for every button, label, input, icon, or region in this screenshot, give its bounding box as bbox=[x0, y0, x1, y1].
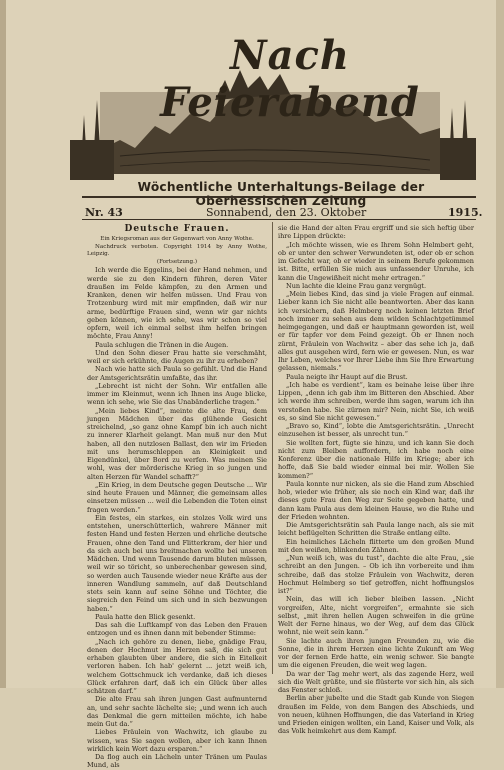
paragraph: „Ein Krieg, in dem Deutsche gegen Deutsche ... Wir sind heute Frauen und Männer, die gemeinsam alles einsetzen müssen ... weil die Lebenden die Toten einst fragen werden.“ bbox=[87, 480, 267, 514]
masthead-title: Nach Feierabend bbox=[160, 32, 420, 126]
masthead-rule-top bbox=[82, 196, 476, 198]
paragraph: „Bravo so, Kind“, lobte die Amtsgerichtsrätin. „Unrecht einzusehen ist besser, als unrecht tun.“ bbox=[278, 422, 474, 439]
page-right-edge bbox=[496, 0, 504, 688]
paragraph: „Mein liebes Kind, das sind ja viele Fragen auf einmal. Lieber kann ich Sie nicht alle beantworten. Aber das kann ich versichern, daß Helmberg noch keinen letzten Brief noch immer zu sehen aus dem wilden Schlachtgetümmel heimgegangen, und daß er hauptmann geworden ist, weil er für tapfer vor dem Feind gezeigt. Ob er Ihnen noch zürnt, Fräulein von Wachwitz – aber das sehe ich ja, daß alles gut ausgehen wird, fern wie er gewesen. Nun, es war Ihr Leben, welches vor Ihrer Liebe ihm Sie Ihre Erwartung gelassen, niemals.“ bbox=[278, 290, 474, 373]
paragraph: Nun lachte die kleine Frau ganz vergnügt. bbox=[286, 281, 427, 290]
paragraph: Paula neigte ihr Haupt auf die Brust. bbox=[286, 372, 408, 381]
paragraph: Liebes Fräulein von Wachwitz, ich glaube zu wissen, was Sie sagen wollen, aber ich kann Ihnen wirklich kein Wort dazu ersparen.“ bbox=[87, 728, 267, 753]
paragraph: Paula hatte den Blick gesenkt. bbox=[95, 612, 196, 621]
article-rights: Nachdruck verboten. Copyright 1914 by Anny Wothe, Leipzig. bbox=[87, 243, 267, 258]
paragraph: Da flog auch ein Lächeln unter Tränen um Paulas Mund, als bbox=[87, 753, 267, 770]
masthead-rule-bottom bbox=[82, 219, 476, 220]
paragraph: Berlin aber jubelte und die Stadt gab Kunde von Siegen draußen im Felde, von dem Bangen des Abschieds, und von neuen, kühnen Hoffnungen, die das Vaterland in Krieg und Frieden einigen wollten, ein Land, Kaiser und Volk, als das Volk heimkehrt aus dem Kampf. bbox=[278, 694, 474, 736]
issue-date: Sonnabend, den 23. Oktober bbox=[206, 206, 367, 219]
article-title: Deutsche Frauen. bbox=[124, 224, 230, 234]
paragraph: Die alte Frau sah ihren jungen Gast aufmunternd an, und sehr sachte lächelte sie; „und wenn ich auch das Denkmal die gern mitteilen möchte, ich habe mein Gut da.“ bbox=[87, 695, 267, 728]
masthead bbox=[60, 30, 480, 190]
paragraph: Paula schlugen die Tränen in die Augen. bbox=[95, 340, 229, 349]
paragraph: „Mein liebes Kind“, meinte die alte Frau, dem jungen Mädchen über das glühende Gesicht streichelnd, „so ganz ohne Kampf bin ich auch nicht zu innerer Klarheit gelangt. Man muß nur den Mut haben, all den nutzlosen Ballast, den wir im Frieden mit uns herumschleppen an Kleinigkeit und Eigendünkel, über Bord zu werfen. Was meinen Sie wohl, was der mörderische Krieg in so jungen und alten Herzen für Wandel schafft?“ bbox=[87, 406, 267, 481]
paragraph: Ein heimliches Lächeln flitterte um den großen Mund mit den weißen, blinkenden Zähnen. bbox=[278, 537, 474, 554]
article-byline: Ein Kriegsroman aus der Gegenwart von Anny Wothe. bbox=[100, 236, 254, 243]
page-left-edge bbox=[0, 0, 6, 688]
paragraph: Da war der Tag mehr wert, als das zagende Herz, weil sich die Welt grüßte, und sie flüsterte vor sich hin, als sich das Fenster schloß. bbox=[278, 669, 474, 694]
masthead-subtitle: Wöchentliche Unterhaltungs-Beilage der Oberhessischen Zeitung bbox=[137, 180, 425, 208]
paragraph: „Ich habe es verdient“, kam es beinahe leise über ihre Lippen, „denn ich gab ihm im Bitteren den Abschied. Aber ich werde ihm schreiben, werde ihm sagen, warum ich ihn verstoßen habe. Sie zürnen mir? Nein, nicht Sie, ich weiß es, so sind Sie nicht gewesen.“ bbox=[278, 380, 474, 422]
paragraph: Paula konnte nur nicken, als sie die Hand zum Abschied hob, wieder wie früher, als sie noch ein Kind war, daß ihr dieses gute Frau den Weg zur Seite gegeben hatte, und dann kam Paula aus dem kleinen Hause, wo die Ruhe und der Frieden wohnten. bbox=[278, 479, 474, 521]
paragraph: „Nun weiß ich, was du tust“, dachte die alte Frau, „sie schreibt an den Jungen. – Ob ich ihn vorbereite und ihm schreibe, daß das stolze Fräulein von Wachwitz, deren Hochmut Helmberg so tief getroffen, nicht hoffnungslos ist?“ bbox=[278, 554, 474, 595]
issue-number: Nr. 43 bbox=[85, 206, 123, 219]
paragraph: Die Amtsgerichtsrätin sah Paula lange nach, als sie mit leicht beflügelten Schritten die Straße entlang eilte. bbox=[278, 521, 474, 538]
paragraph: Ein festes, ein starkes, ein stolzes Volk wird uns entstehen, unerschütterlich, wahrere Männer mit festen Hand und festen Herzen und ehrliche deutsche Frauen, ohne den Tand und Flitterkram, der hier und da sich auch bei uns breitmachen wollte bei unseren Mädchen. Und wenn Tausende darum bluten müssen, weil wir so töricht, so unberechenbar gewesen sind, so werden auch Tausende wieder neue Kräfte aus der inneren Wandlung sammeln, auf daß Deutschland stets sein kann auf seine Söhne und Töchter, die siegreich den Feind um sich und in sich bezwungen haben.“ bbox=[87, 513, 267, 613]
paragraph: Das sah die Luftkampf von das Leben den Frauen entzogen und es ihnen dann mit bebender Stimme: bbox=[87, 621, 267, 638]
paragraph: „Lebrecht ist nicht der Sohn. Wir entfallen alle immer im Kleinmut, wenn ich Ihnen ins Auge blicke, wenn ich sehe, wie Sie das Unabänderliche tragen.“ bbox=[87, 381, 267, 407]
column-divider bbox=[272, 222, 273, 674]
issue-year: 1915. bbox=[448, 206, 483, 219]
paragraph: Nach wie hatte sich Paula so gefühlt. Und die Hand der Amtsgerichtsrätin umfaßte, das ihr. bbox=[87, 365, 267, 382]
paragraph: Nein, das will ich lieber bleiben lassen. „Nicht vorgreifen, Alte, nicht vorgreifen“, ermahnte sie sich selbst, „mit ihren hellen Augen schweifen in die grüne Welt der Ferne hinaus, wo der Weg, auf dem das Glück wohnt, nie weit sein kann.“ bbox=[278, 595, 474, 637]
paragraph: „Ich möchte wissen, wie es Ihrem Sohn Helmbert geht, ob er unter den schwer Verwundeten ist, oder ob er schon im Gefecht war, ob er wieder in seinem Berufe gekommen ist. Bitte, erfüllen Sie mich aus unfassender Unruhe, ich kann die Ungewißheit nicht mehr ertragen.“ bbox=[278, 240, 474, 282]
paragraph: Ich werde die Eggelins, bei der Hand nehmen, und werde sie zu den Kindern führen, deren Väter draußen im Felde kämpfen, zu den Armen und Kranken, denen wir helfen müssen. Und Frau von Trotzenburg wird mit mir empfinden, daß wir nur arme, bedürftige Frauen sind, wenn wir gar nichts geben können, wie ich sehe, was wir schon so viel opfern, weil ich einmal selbst ihm helfen bringen möchte, Frau Anny! bbox=[87, 266, 267, 341]
paragraph: Sie wollten fort, fügte sie hinzu, und ich kann Sie doch nicht zum Bleiben auffordern, ich habe noch eine Konferenz über die nationale Hilfe im Kriege; aber ich hoffe, daß Sie bald wieder einmal bei mir. Wollen Sie kommen?“ bbox=[278, 438, 474, 480]
paragraph: Sie lachte auch ihren jungen Freunden zu, wie die Sonne, die in ihrem Herzen eine lichte Zukunft am Weg vor der fernen Erde hatte, ein wenig schwer. Sie bangte um die eigenen Freuden, die weit weg lagen. bbox=[278, 636, 474, 670]
article-column-right bbox=[278, 224, 474, 736]
article-continuation: (Fortsetzung.) bbox=[156, 258, 198, 265]
paragraph: sie die Hand der alten Frau ergriff und sie sich heftig über ihre Lippen drückte: bbox=[278, 224, 474, 241]
paragraph: Und den Sohn dieser Frau hatte sie verschmäht, weil er sich erkühnte, die Augen zu ihr zu erheben? bbox=[87, 348, 267, 365]
paragraph: „Nach ich gehöre zu denen, liebe, gnädige Frau, denen der Hochmut im Herzen saß, die sich gut erhaben glaubten über andere, die sich in Eitelkeit verloren haben. Ich hab' gelernt ... jetzt weiß ich, welchem Gottschmuck ich verdanke, daß ich dieses Glück erfahren darf, daß ich ein Glück über alles schätzen darf.“ bbox=[87, 637, 267, 695]
